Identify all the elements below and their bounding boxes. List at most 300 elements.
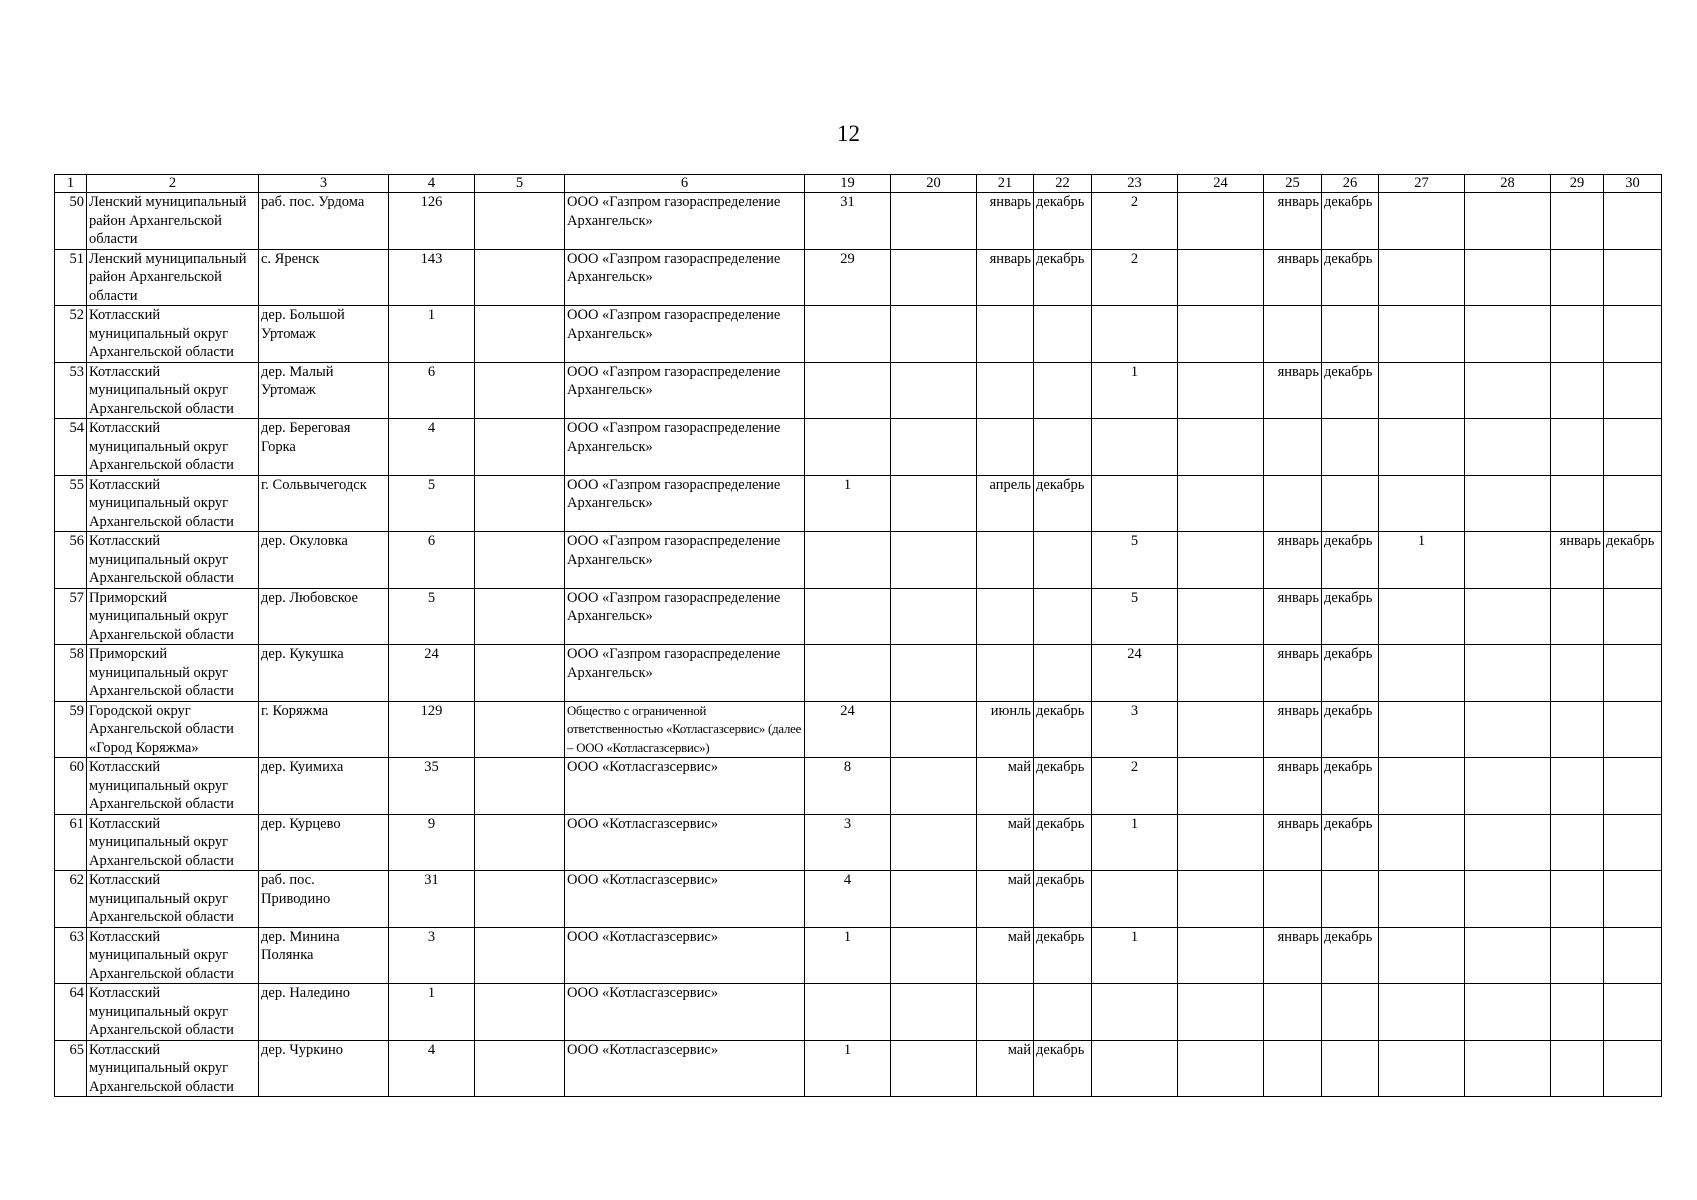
col20-cell [891,419,977,476]
settlement-cell: дер. Окуловка [259,532,389,589]
col5-cell [475,1040,565,1097]
municipality-cell: Ленский муниципальный район Архангельской области [87,249,259,306]
header-row [55,175,1662,193]
column-header: 27 [1379,175,1465,193]
col30-month-cell [1604,758,1662,815]
row-number-cell: 58 [55,645,87,702]
col21-month-cell [977,984,1034,1041]
col23-cell: 5 [1092,532,1178,589]
municipality-cell: Городской округ Архангельской области «Город Коряжма» [87,701,259,758]
col21-month-cell [977,532,1034,589]
col4-cell: 129 [389,701,475,758]
organization-cell: ООО «Котласгазсервис» [565,984,805,1041]
table-row [55,419,1662,476]
col24-cell [1178,588,1264,645]
settlement-cell: дер. Куимиха [259,758,389,815]
col29-month-cell [1551,814,1604,871]
settlement-cell: с. Яренск [259,249,389,306]
col19-cell [805,532,891,589]
col23-cell [1092,306,1178,363]
col19-cell: 8 [805,758,891,815]
col25-month-cell: январь [1264,645,1322,702]
col23-cell [1092,871,1178,928]
col23-cell: 1 [1092,927,1178,984]
column-header: 6 [565,175,805,193]
municipality-cell: Котласский муниципальный округ Архангельской области [87,814,259,871]
col28-cell [1465,532,1551,589]
col25-month-cell: январь [1264,927,1322,984]
table-row [55,249,1662,306]
col24-cell [1178,645,1264,702]
organization-cell: ООО «Газпром газораспределение Архангельск» [565,588,805,645]
col25-month-cell: январь [1264,588,1322,645]
col4-cell: 3 [389,927,475,984]
col26-month-cell [1322,306,1379,363]
col28-cell [1465,701,1551,758]
page-number: 12 [837,121,860,146]
col19-cell [805,645,891,702]
table-row [55,758,1662,815]
row-number-cell: 56 [55,532,87,589]
col29-month-cell [1551,645,1604,702]
municipality-cell: Котласский муниципальный округ Архангельской области [87,419,259,476]
col30-month-cell [1604,588,1662,645]
col21-month-cell [977,306,1034,363]
col23-cell: 3 [1092,701,1178,758]
municipality-cell: Котласский муниципальный округ Архангельской области [87,871,259,928]
municipality-cell: Ленский муниципальный район Архангельской области [87,193,259,250]
col19-cell [805,419,891,476]
col20-cell [891,362,977,419]
col5-cell [475,588,565,645]
col26-month-cell [1322,475,1379,532]
col21-month-cell: май [977,871,1034,928]
col4-cell: 35 [389,758,475,815]
col29-month-cell [1551,1040,1604,1097]
row-number-cell: 60 [55,758,87,815]
column-header: 20 [891,175,977,193]
col4-cell: 126 [389,193,475,250]
row-number-cell: 51 [55,249,87,306]
col20-cell [891,249,977,306]
col20-cell [891,927,977,984]
municipality-cell: Котласский муниципальный округ Архангельской области [87,306,259,363]
col24-cell [1178,814,1264,871]
municipality-cell: Котласский муниципальный округ Архангельской области [87,984,259,1041]
row-number-cell: 52 [55,306,87,363]
col22-month-cell: декабрь [1034,193,1092,250]
col27-cell [1379,1040,1465,1097]
col28-cell [1465,984,1551,1041]
col26-month-cell [1322,419,1379,476]
col22-month-cell [1034,306,1092,363]
col5-cell [475,814,565,871]
column-header: 26 [1322,175,1379,193]
col4-cell: 5 [389,475,475,532]
col28-cell [1465,362,1551,419]
col26-month-cell: декабрь [1322,193,1379,250]
settlement-cell: дер. Малый Уртомаж [259,362,389,419]
organization-cell: ООО «Газпром газораспределение Архангельск» [565,645,805,702]
col29-month-cell [1551,249,1604,306]
row-number-cell: 59 [55,701,87,758]
col27-cell [1379,645,1465,702]
col19-cell: 1 [805,927,891,984]
col5-cell [475,419,565,476]
col28-cell [1465,927,1551,984]
col27-cell [1379,814,1465,871]
col5-cell [475,249,565,306]
col26-month-cell [1322,871,1379,928]
row-number-cell: 64 [55,984,87,1041]
col27-cell [1379,588,1465,645]
column-header: 5 [475,175,565,193]
column-header: 19 [805,175,891,193]
col27-cell [1379,871,1465,928]
col28-cell [1465,645,1551,702]
col30-month-cell [1604,306,1662,363]
col26-month-cell: декабрь [1322,249,1379,306]
organization-cell: ООО «Газпром газораспределение Архангельск» [565,306,805,363]
col5-cell [475,306,565,363]
table-row [55,984,1662,1041]
col26-month-cell: декабрь [1322,814,1379,871]
settlement-cell: дер. Береговая Горка [259,419,389,476]
col5-cell [475,701,565,758]
organization-cell: ООО «Газпром газораспределение Архангельск» [565,532,805,589]
column-header: 30 [1604,175,1662,193]
col25-month-cell: январь [1264,814,1322,871]
column-header: 23 [1092,175,1178,193]
row-number-cell: 54 [55,419,87,476]
organization-cell: ООО «Газпром газораспределение Архангельск» [565,362,805,419]
data-table [54,174,1662,1097]
col24-cell [1178,984,1264,1041]
col5-cell [475,871,565,928]
col22-month-cell: декабрь [1034,475,1092,532]
col30-month-cell [1604,249,1662,306]
col21-month-cell: июнль [977,701,1034,758]
organization-cell: ООО «Котласгазсервис» [565,814,805,871]
col28-cell [1465,1040,1551,1097]
table-body [55,193,1662,1097]
settlement-cell: г. Сольвычегодск [259,475,389,532]
col22-month-cell [1034,362,1092,419]
col22-month-cell: декабрь [1034,249,1092,306]
col22-month-cell: декабрь [1034,701,1092,758]
col25-month-cell: январь [1264,758,1322,815]
col29-month-cell [1551,758,1604,815]
col19-cell: 24 [805,701,891,758]
col26-month-cell: декабрь [1322,758,1379,815]
col25-month-cell [1264,419,1322,476]
column-header: 4 [389,175,475,193]
col30-month-cell [1604,193,1662,250]
col23-cell [1092,984,1178,1041]
col20-cell [891,871,977,928]
col28-cell [1465,871,1551,928]
col25-month-cell: январь [1264,362,1322,419]
organization-cell: ООО «Газпром газораспределение Архангельск» [565,419,805,476]
col20-cell [891,758,977,815]
col5-cell [475,532,565,589]
col25-month-cell [1264,871,1322,928]
col27-cell [1379,419,1465,476]
col30-month-cell [1604,1040,1662,1097]
col26-month-cell: декабрь [1322,701,1379,758]
col19-cell: 31 [805,193,891,250]
municipality-cell: Приморский муниципальный округ Архангельской области [87,588,259,645]
row-number-cell: 50 [55,193,87,250]
table-row [55,645,1662,702]
col4-cell: 1 [389,306,475,363]
col26-month-cell: декабрь [1322,588,1379,645]
col21-month-cell: апрель [977,475,1034,532]
col19-cell: 1 [805,475,891,532]
col5-cell [475,927,565,984]
col25-month-cell: январь [1264,532,1322,589]
col4-cell: 1 [389,984,475,1041]
col28-cell [1465,475,1551,532]
col28-cell [1465,814,1551,871]
col5-cell [475,984,565,1041]
row-number-cell: 63 [55,927,87,984]
col5-cell [475,193,565,250]
col27-cell [1379,193,1465,250]
settlement-cell: г. Коряжма [259,701,389,758]
col30-month-cell [1604,419,1662,476]
column-header: 22 [1034,175,1092,193]
table-row [55,871,1662,928]
table-row [55,362,1662,419]
organization-cell: Общество с ограниченной ответственностью «Котласгазсервис» (далее – ООО «Котласгазсервис») [565,701,805,758]
col5-cell [475,645,565,702]
col21-month-cell: январь [977,193,1034,250]
col4-cell: 5 [389,588,475,645]
col4-cell: 31 [389,871,475,928]
col22-month-cell: декабрь [1034,814,1092,871]
row-number-cell: 65 [55,1040,87,1097]
col25-month-cell: январь [1264,193,1322,250]
col24-cell [1178,362,1264,419]
col25-month-cell [1264,475,1322,532]
col22-month-cell: декабрь [1034,758,1092,815]
settlement-cell: дер. Чуркино [259,1040,389,1097]
col29-month-cell [1551,419,1604,476]
col22-month-cell [1034,588,1092,645]
municipality-cell: Котласский муниципальный округ Архангельской области [87,532,259,589]
col4-cell: 6 [389,362,475,419]
col28-cell [1465,588,1551,645]
col25-month-cell: январь [1264,701,1322,758]
organization-cell: ООО «Газпром газораспределение Архангельск» [565,249,805,306]
col19-cell: 3 [805,814,891,871]
col30-month-cell [1604,814,1662,871]
table-row [55,927,1662,984]
col23-cell: 2 [1092,758,1178,815]
col25-month-cell [1264,1040,1322,1097]
row-number-cell: 61 [55,814,87,871]
municipality-cell: Котласский муниципальный округ Архангельской области [87,475,259,532]
organization-cell: ООО «Котласгазсервис» [565,758,805,815]
col21-month-cell [977,645,1034,702]
col29-month-cell [1551,362,1604,419]
column-header: 28 [1465,175,1551,193]
col21-month-cell: май [977,1040,1034,1097]
table-row [55,193,1662,250]
col29-month-cell [1551,871,1604,928]
col29-month-cell: январь [1551,532,1604,589]
col24-cell [1178,193,1264,250]
col4-cell: 6 [389,532,475,589]
col27-cell [1379,362,1465,419]
col19-cell [805,588,891,645]
col24-cell [1178,758,1264,815]
col20-cell [891,701,977,758]
col23-cell [1092,419,1178,476]
col26-month-cell [1322,1040,1379,1097]
col29-month-cell [1551,927,1604,984]
col20-cell [891,475,977,532]
col23-cell: 5 [1092,588,1178,645]
col23-cell [1092,1040,1178,1097]
col29-month-cell [1551,193,1604,250]
column-header: 21 [977,175,1034,193]
organization-cell: ООО «Газпром газораспределение Архангельск» [565,475,805,532]
col20-cell [891,306,977,363]
settlement-cell: дер. Кукушка [259,645,389,702]
col24-cell [1178,306,1264,363]
col26-month-cell: декабрь [1322,645,1379,702]
col24-cell [1178,701,1264,758]
col24-cell [1178,475,1264,532]
col19-cell: 4 [805,871,891,928]
col22-month-cell [1034,532,1092,589]
municipality-cell: Котласский муниципальный округ Архангельской области [87,927,259,984]
col28-cell [1465,419,1551,476]
col19-cell: 29 [805,249,891,306]
col23-cell [1092,475,1178,532]
col27-cell: 1 [1379,532,1465,589]
col29-month-cell [1551,701,1604,758]
col25-month-cell: январь [1264,249,1322,306]
col22-month-cell: декабрь [1034,1040,1092,1097]
col29-month-cell [1551,475,1604,532]
municipality-cell: Котласский муниципальный округ Архангельской области [87,362,259,419]
col27-cell [1379,927,1465,984]
col4-cell: 9 [389,814,475,871]
col4-cell: 4 [389,1040,475,1097]
col4-cell: 4 [389,419,475,476]
col21-month-cell: май [977,814,1034,871]
settlement-cell: раб. пос. Урдома [259,193,389,250]
col30-month-cell [1604,645,1662,702]
col29-month-cell [1551,306,1604,363]
col21-month-cell [977,588,1034,645]
settlement-cell: дер. Курцево [259,814,389,871]
col5-cell [475,362,565,419]
col25-month-cell [1264,306,1322,363]
col24-cell [1178,927,1264,984]
table-row [55,701,1662,758]
table-row [55,306,1662,363]
col27-cell [1379,701,1465,758]
column-header: 1 [55,175,87,193]
col20-cell [891,814,977,871]
row-number-cell: 53 [55,362,87,419]
row-number-cell: 55 [55,475,87,532]
col26-month-cell: декабрь [1322,927,1379,984]
col27-cell [1379,758,1465,815]
col21-month-cell: май [977,758,1034,815]
col26-month-cell [1322,984,1379,1041]
col30-month-cell [1604,871,1662,928]
table-row [55,588,1662,645]
col21-month-cell: май [977,927,1034,984]
column-header: 24 [1178,175,1264,193]
col23-cell: 2 [1092,249,1178,306]
column-header: 25 [1264,175,1322,193]
column-header: 2 [87,175,259,193]
col27-cell [1379,249,1465,306]
col23-cell: 1 [1092,814,1178,871]
col23-cell: 24 [1092,645,1178,702]
col29-month-cell [1551,984,1604,1041]
col28-cell [1465,306,1551,363]
settlement-cell: раб. пос. Приводино [259,871,389,928]
organization-cell: ООО «Газпром газораспределение Архангельск» [565,193,805,250]
row-number-cell: 62 [55,871,87,928]
table-row [55,532,1662,589]
settlement-cell: дер. Наледино [259,984,389,1041]
municipality-cell: Приморский муниципальный округ Архангельской области [87,645,259,702]
col30-month-cell [1604,927,1662,984]
col23-cell: 2 [1092,193,1178,250]
col4-cell: 143 [389,249,475,306]
col28-cell [1465,193,1551,250]
organization-cell: ООО «Котласгазсервис» [565,1040,805,1097]
col5-cell [475,758,565,815]
col26-month-cell: декабрь [1322,532,1379,589]
col27-cell [1379,475,1465,532]
col20-cell [891,588,977,645]
col28-cell [1465,249,1551,306]
table-row [55,814,1662,871]
col22-month-cell: декабрь [1034,871,1092,928]
col24-cell [1178,871,1264,928]
col30-month-cell [1604,984,1662,1041]
col22-month-cell [1034,984,1092,1041]
table-row [55,475,1662,532]
col4-cell: 24 [389,645,475,702]
table-row [55,1040,1662,1097]
col23-cell: 1 [1092,362,1178,419]
col24-cell [1178,1040,1264,1097]
col27-cell [1379,306,1465,363]
col24-cell [1178,532,1264,589]
col22-month-cell [1034,645,1092,702]
col28-cell [1465,758,1551,815]
col20-cell [891,193,977,250]
col30-month-cell [1604,475,1662,532]
col19-cell [805,362,891,419]
col24-cell [1178,419,1264,476]
col19-cell [805,306,891,363]
col29-month-cell [1551,588,1604,645]
column-header: 29 [1551,175,1604,193]
col21-month-cell [977,362,1034,419]
col30-month-cell: декабрь [1604,532,1662,589]
